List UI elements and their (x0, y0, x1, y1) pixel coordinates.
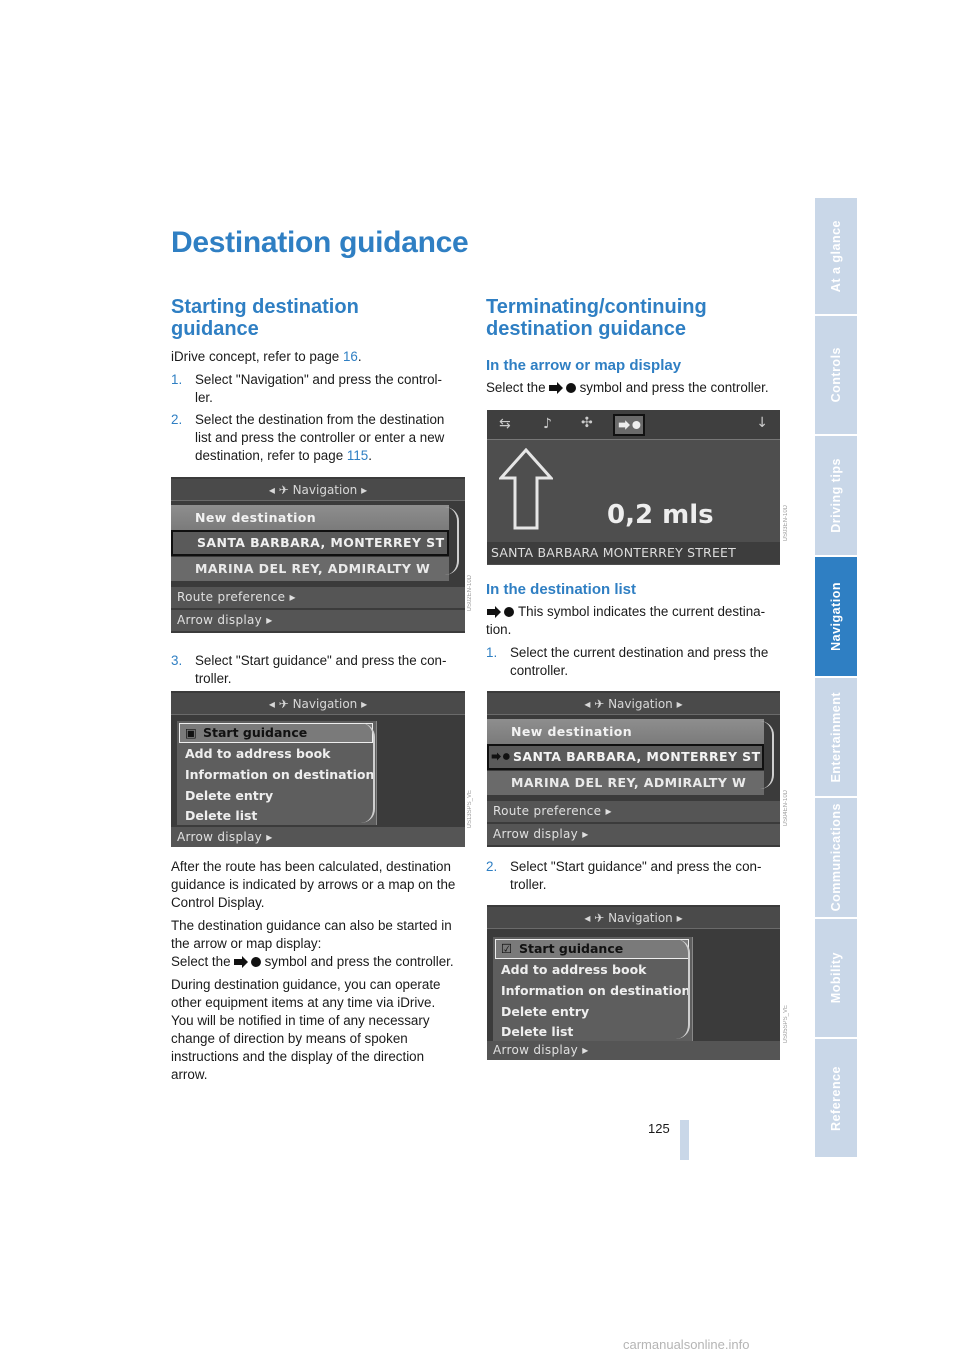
audio-icon: ♪ (543, 416, 552, 432)
menu-arrow-display: Arrow display ▸ (171, 610, 465, 631)
menu-arrow-display: Arrow display ▸ (171, 827, 465, 847)
screen-title: Navigation (608, 911, 673, 925)
paragraph-symbol-indicates (486, 603, 786, 639)
para-line: change of direction by means of spoken (171, 1031, 408, 1046)
wrench-icon: ↓ (756, 415, 768, 431)
tab-entertainment[interactable] (815, 678, 857, 798)
menu-row-selected (487, 744, 764, 770)
image-code: US13SPS_VE (467, 790, 473, 829)
step-number: 2. (171, 412, 183, 427)
destination-guidance-icon (491, 752, 511, 761)
popup-item: Delete list (501, 1024, 574, 1039)
tab-label: Navigation (829, 582, 843, 651)
step-1-right (486, 644, 786, 680)
menu-row-selected: SANTA BARBARA, MONTERREY ST (171, 530, 449, 556)
para-line: instructions and the display of the direction (171, 1049, 425, 1064)
para-line (486, 603, 786, 621)
destination-guidance-icon (233, 956, 263, 968)
tab-label: Controls (829, 347, 843, 403)
guidance-tab-icon (613, 414, 645, 436)
menu-arrow-display: Arrow display ▸ (487, 824, 780, 845)
image-code: US05SPS_VE (783, 1005, 789, 1044)
paragraph-after-route (171, 858, 471, 912)
scroll-indicator (676, 939, 690, 1039)
page-number-bar (680, 1120, 689, 1160)
tab-communications[interactable] (815, 798, 857, 919)
watermark: carmanualsonline.info (623, 1337, 750, 1352)
screen-title-bar: ◂ ✈ Navigation ▸ (487, 907, 780, 929)
scroll-indicator (760, 721, 774, 789)
para-line: arrow. (171, 1067, 208, 1082)
screenshot-start-guidance-menu-2 (487, 905, 780, 1060)
intro-end: . (357, 349, 362, 364)
tab-controls[interactable] (815, 316, 857, 436)
intro-paragraph (171, 348, 362, 366)
step-line: Select "Start guidance" and press the con- (510, 859, 762, 874)
screen-title: Navigation (608, 697, 673, 711)
popup-item-start-guidance: Start guidance (519, 941, 624, 956)
tab-navigation[interactable] (815, 557, 857, 678)
step-number: 1. (171, 372, 183, 387)
step-1 (171, 371, 471, 407)
checkbox-icon: ▣ (185, 725, 197, 740)
para-text: Select the (171, 954, 231, 969)
para-text: symbol and press the controller. (579, 380, 769, 395)
image-code: US04EN-10D (783, 790, 789, 827)
menu-route-preference: Route preference ▸ (171, 587, 465, 608)
tab-driving-tips[interactable] (815, 436, 857, 557)
screen-title-bar: ◂ ✈ Navigation ▸ (487, 693, 780, 715)
para-line: After the route has been calculated, destination (171, 859, 451, 874)
section-heading-starting (171, 296, 359, 340)
step-line: troller. (195, 671, 232, 686)
para-line: other equipment items at any time via iDrive. (171, 995, 436, 1010)
tab-label: Entertainment (829, 691, 843, 783)
popup-item: Delete entry (185, 788, 274, 803)
step-number: 2. (486, 859, 498, 874)
screen-title-bar: ◂ ✈ Navigation ▸ (171, 479, 465, 501)
toolbar (487, 410, 780, 440)
step-line: Select "Navigation" and press the control- (195, 372, 442, 387)
para-line: the arrow or map display: (171, 936, 322, 951)
scroll-indicator (361, 723, 375, 823)
step-text: destination, refer to page (195, 448, 347, 463)
paragraph-start-in-arrow (171, 917, 471, 971)
step-2-right (486, 858, 786, 894)
image-code: US03EN-10D (783, 505, 789, 542)
destination-guidance-icon (618, 420, 642, 430)
distance-readout: 0,2 mls (607, 500, 714, 530)
paragraph-select-symbol (486, 379, 769, 397)
step-line: troller. (510, 877, 547, 892)
step-line: Select the destination from the destination (195, 412, 445, 427)
scroll-indicator (445, 507, 459, 575)
checked-icon: ☑ (501, 941, 513, 956)
step-line: list and press the controller or enter a new (195, 430, 445, 445)
menu-row-label: SANTA BARBARA, MONTERREY ST (513, 749, 761, 764)
back-icon: ⇆ (499, 416, 511, 432)
screenshot-navigation-destination-list (171, 477, 465, 633)
step-line: ler. (195, 390, 213, 405)
step-number: 3. (171, 653, 183, 668)
menu-row: MARINA DEL REY, ADMIRALTY W (487, 771, 764, 795)
step-3 (171, 652, 471, 688)
tab-label: Mobility (829, 952, 843, 1004)
page-title: Destination guidance (171, 226, 469, 259)
step-line (195, 447, 471, 465)
direction-arrow-icon (499, 448, 553, 530)
step-line: controller. (510, 663, 569, 678)
tab-label: Communications (829, 803, 843, 912)
screenshot-current-destination (487, 691, 780, 847)
menu-row: MARINA DEL REY, ADMIRALTY W (171, 557, 449, 581)
para-text: Select the (486, 380, 546, 395)
tab-mobility[interactable] (815, 919, 857, 1039)
heading-line: guidance (171, 318, 259, 340)
popup-menu (493, 937, 693, 1041)
para-text: symbol and press the controller. (264, 954, 454, 969)
popup-item: Information on destination (185, 767, 375, 782)
screen-title: Navigation (292, 483, 358, 497)
heading-line: destination guidance (486, 318, 687, 340)
popup-item: Add to address book (185, 746, 331, 761)
popup-item-start-guidance: Start guidance (203, 725, 308, 740)
step-2 (171, 411, 471, 465)
street-name: SANTA BARBARA MONTERREY STREET (487, 542, 780, 564)
tab-at-a-glance[interactable] (815, 198, 857, 316)
menu-arrow-display: Arrow display ▸ (487, 1041, 780, 1060)
step-number: 1. (486, 645, 498, 660)
destination-guidance-icon (548, 382, 578, 394)
image-code: US02EN-10D (467, 575, 473, 612)
intro-text: iDrive concept, refer to page (171, 349, 343, 364)
traffic-icon: ✣ (581, 415, 593, 431)
para-line: During destination guidance, you can operate (171, 977, 441, 992)
page-number: 125 (648, 1121, 670, 1136)
screenshot-arrow-display (487, 410, 780, 565)
page-link-115[interactable]: 115 (346, 448, 369, 463)
step-line: Select "Start guidance" and press the con- (195, 653, 447, 668)
heading-line: Starting destination (171, 296, 359, 318)
page-link-16[interactable]: 16 (342, 349, 358, 364)
section-heading-terminating (486, 296, 707, 340)
popup-item: Information on destination (501, 983, 691, 998)
subheading-destination-list: In the destination list (486, 581, 637, 598)
popup-item: Add to address book (501, 962, 647, 977)
tab-label: Reference (829, 1065, 843, 1131)
para-line: tion. (486, 622, 512, 637)
para-text: This symbol indicates the current destina- (518, 604, 766, 619)
screen-title-bar: ◂ ✈ Navigation ▸ (171, 693, 465, 715)
screen-title: Navigation (292, 697, 358, 711)
heading-line: Terminating/continuing (486, 296, 707, 318)
popup-item: Delete list (185, 808, 258, 823)
screenshot-start-guidance-menu (171, 691, 465, 847)
step-line: Select the current destination and press the (510, 645, 769, 660)
popup-item: Delete entry (501, 1004, 590, 1019)
para-line: Control Display. (171, 895, 265, 910)
destination-guidance-icon (486, 606, 516, 618)
menu-row-new-destination: New destination (171, 505, 449, 531)
menu-row-new-destination: New destination (487, 719, 764, 745)
tab-reference[interactable] (815, 1039, 857, 1159)
para-line (171, 953, 471, 971)
paragraph-during-guidance (171, 976, 471, 1084)
para-line: You will be notified in time of any necessary (171, 1013, 430, 1028)
tab-label: At a glance (829, 219, 843, 293)
para-line: guidance is indicated by arrows or a map on the (171, 877, 456, 892)
tab-label: Driving tips (829, 458, 843, 533)
subheading-arrow-map: In the arrow or map display (486, 357, 682, 374)
popup-menu (177, 721, 377, 825)
menu-route-preference: Route preference ▸ (487, 801, 780, 822)
step-end: . (368, 448, 372, 463)
para-line: The destination guidance can also be started in (171, 918, 452, 933)
